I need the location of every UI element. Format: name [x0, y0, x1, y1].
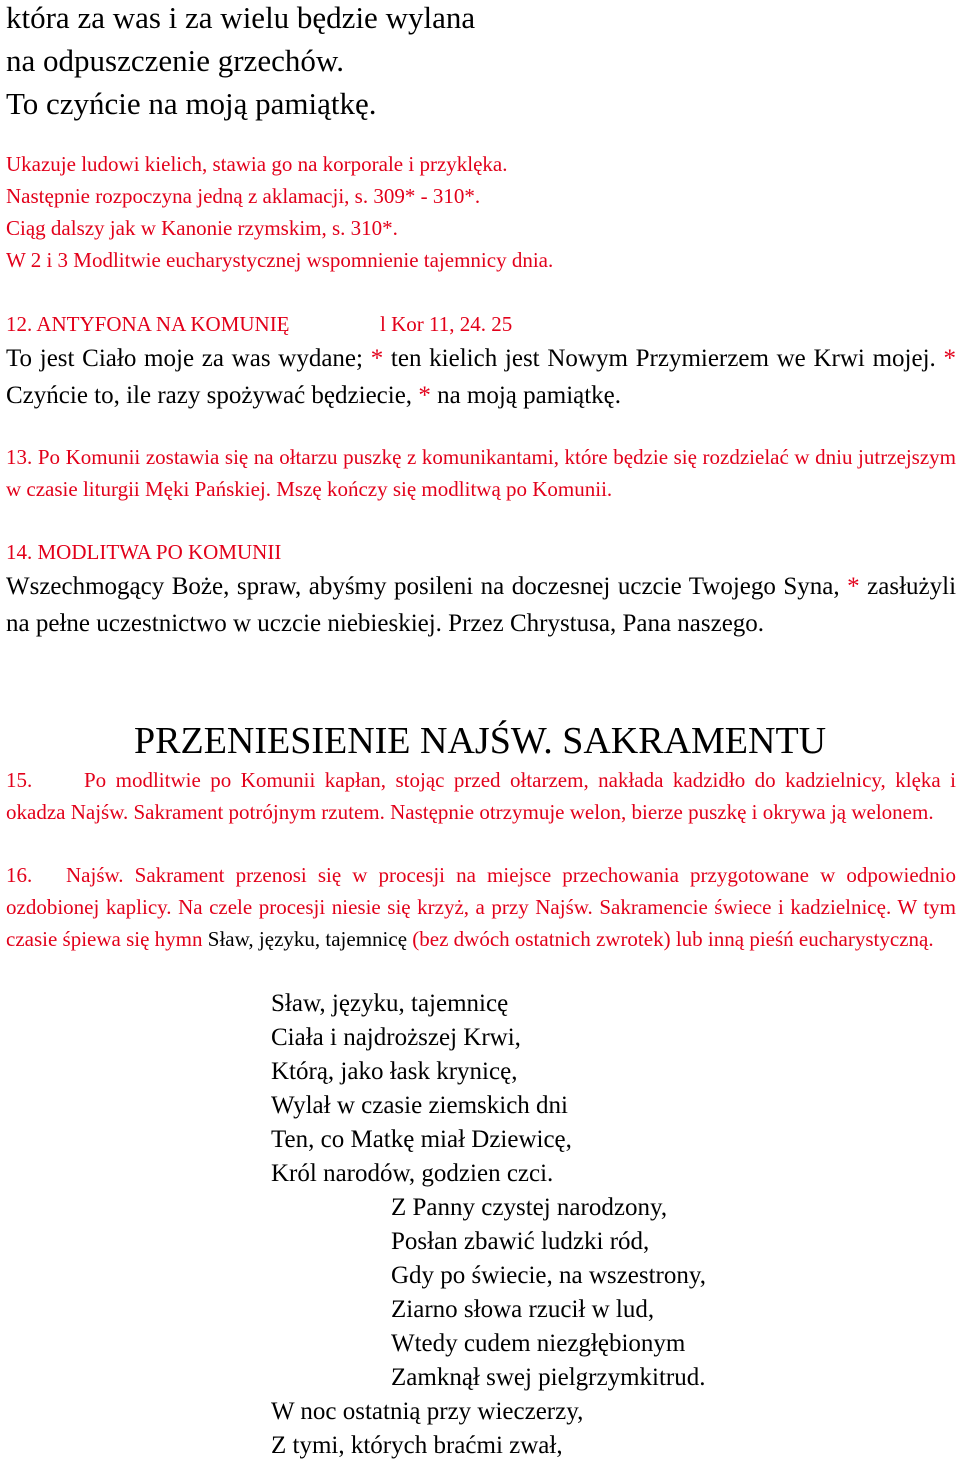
hymn-line: Wylał w czasie ziemskich dni — [271, 1092, 568, 1119]
hymn-line: Sław, języku, tajemnicę — [271, 990, 509, 1017]
hymn-name: Sław, języku, tajemnicę — [207, 927, 408, 951]
section-12-communion-antiphon — [6, 308, 956, 414]
rubric-line-4: W 2 i 3 Modlitwie eucharystycznej wspomnienie tajemnicy dnia. — [6, 248, 554, 272]
consecration-text — [6, 0, 475, 125]
star-mark: * — [943, 345, 956, 372]
section-13-number: 13. — [6, 445, 33, 469]
section-heading: PRZENIESIENIE NAJŚW. SAKRAMENTU — [134, 720, 827, 762]
section-14-header — [6, 536, 956, 568]
hymn-line: Król narodów, godzien czci. — [271, 1160, 554, 1187]
hymn-line: Z tymi, których braćmi zwał, — [271, 1432, 563, 1459]
section-15-number: 15. — [6, 768, 33, 792]
section-14-number: 14. — [6, 540, 33, 564]
hymn-line: Posłan zbawić ludzki ród, — [391, 1228, 650, 1255]
section-16-text: Najśw. Sakrament przenosi się w procesji na miejsce przechowania przygotowane w odpowiednio ozdobionej kaplicy. Na czele procesji niesie się krzyż, a przy Najśw. Sakramencie świece i kadzielnicę. W tym czasie śpiewa się hymn — [6, 863, 956, 951]
hymn-line: Z Panny czystej narodzony, — [391, 1194, 668, 1221]
hymn-stanza-3 — [271, 1395, 706, 1463]
section-12-reference: l Kor 11, 24. 25 — [380, 312, 513, 336]
intro-line-1: która za was i za wielu będzie wylana — [6, 0, 476, 35]
hymn-text — [271, 987, 706, 1463]
hymn-line: Ciała i najdroższej Krwi, — [271, 1024, 521, 1051]
hymn-line: Zamknął swej pielgrzymkitrud. — [391, 1364, 706, 1391]
rubric-block — [6, 148, 553, 276]
section-12-antiphon: To jest Ciało moje za was wydane; * ten kielich jest Nowym Przymierzem we Krwi mojej. * Czyńcie to, ile razy spożywać będziecie, * na moją pamiątkę. — [6, 345, 956, 409]
section-12-number: 12. — [6, 312, 33, 336]
intro-line-3: To czyńcie na moją pamiątkę. — [6, 86, 377, 121]
section-16-number: 16. — [6, 863, 33, 887]
rubric-line-2: Następnie rozpoczyna jedną z aklamacji, s. 309* - 310*. — [6, 184, 481, 208]
section-12-title: ANTYFONA NA KOMUNIĘ — [36, 312, 290, 336]
section-16-text-end: (bez dwóch ostatnich zwrotek) lub inną pieśń eucharystyczną. — [412, 927, 934, 951]
hymn-line: Ten, co Matkę miał Dziewicę, — [271, 1126, 572, 1153]
hymn-stanza-2 — [391, 1191, 706, 1395]
rubric-line-1: Ukazuje ludowi kielich, stawia go na korporale i przyklęka. — [6, 152, 508, 176]
section-15-rubric — [6, 764, 956, 828]
star-mark: * — [847, 573, 860, 600]
section-12-header — [6, 308, 956, 340]
hymn-line: Gdy po świecie, na wszestrony, — [391, 1262, 706, 1289]
star-mark: * — [370, 345, 384, 372]
section-14-title: MODLITWA PO KOMUNII — [37, 540, 282, 564]
section-15-text: Po modlitwie po Komunii kapłan, stojąc przed ołtarzem, nakłada kadzidło do kadzielnicy, klęka i okadza Najśw. Sakrament potrójnym rzutem. Następnie otrzymuje welon, bierze puszkę i okrywa ją welonem. — [6, 768, 956, 824]
section-14-prayer-after-communion — [6, 536, 956, 642]
star-mark: * — [418, 382, 431, 409]
hymn-line: Ziarno słowa rzucił w lud, — [391, 1296, 655, 1323]
hymn-line: Wtedy cudem niezgłębionym — [391, 1330, 686, 1357]
section-16-rubric — [6, 859, 956, 955]
hymn-line: W noc ostatnią przy wieczerzy, — [271, 1398, 584, 1425]
section-14-prayer: Wszechmogący Boże, spraw, abyśmy posileni na doczesnej uczcie Twojego Syna, * zasłużyli na pełne uczestnictwo w uczcie niebieskiej. Przez Chrystusa, Pana naszego. — [6, 573, 957, 637]
rubric-line-3: Ciąg dalszy jak w Kanonie rzymskim, s. 310*. — [6, 216, 398, 240]
hymn-line: Którą, jako łask krynicę, — [271, 1058, 518, 1085]
intro-line-2: na odpuszczenie grzechów. — [6, 43, 344, 78]
section-13-text: Po Komunii zostawia się na ołtarzu puszkę z komunikantami, które będzie się rozdzielać w dniu jutrzejszym w czasie liturgii Męki Pańskiej. Mszę kończy się modlitwą po Komunii. — [6, 445, 957, 501]
hymn-stanza-1 — [271, 987, 706, 1191]
section-13-rubric — [6, 441, 956, 505]
